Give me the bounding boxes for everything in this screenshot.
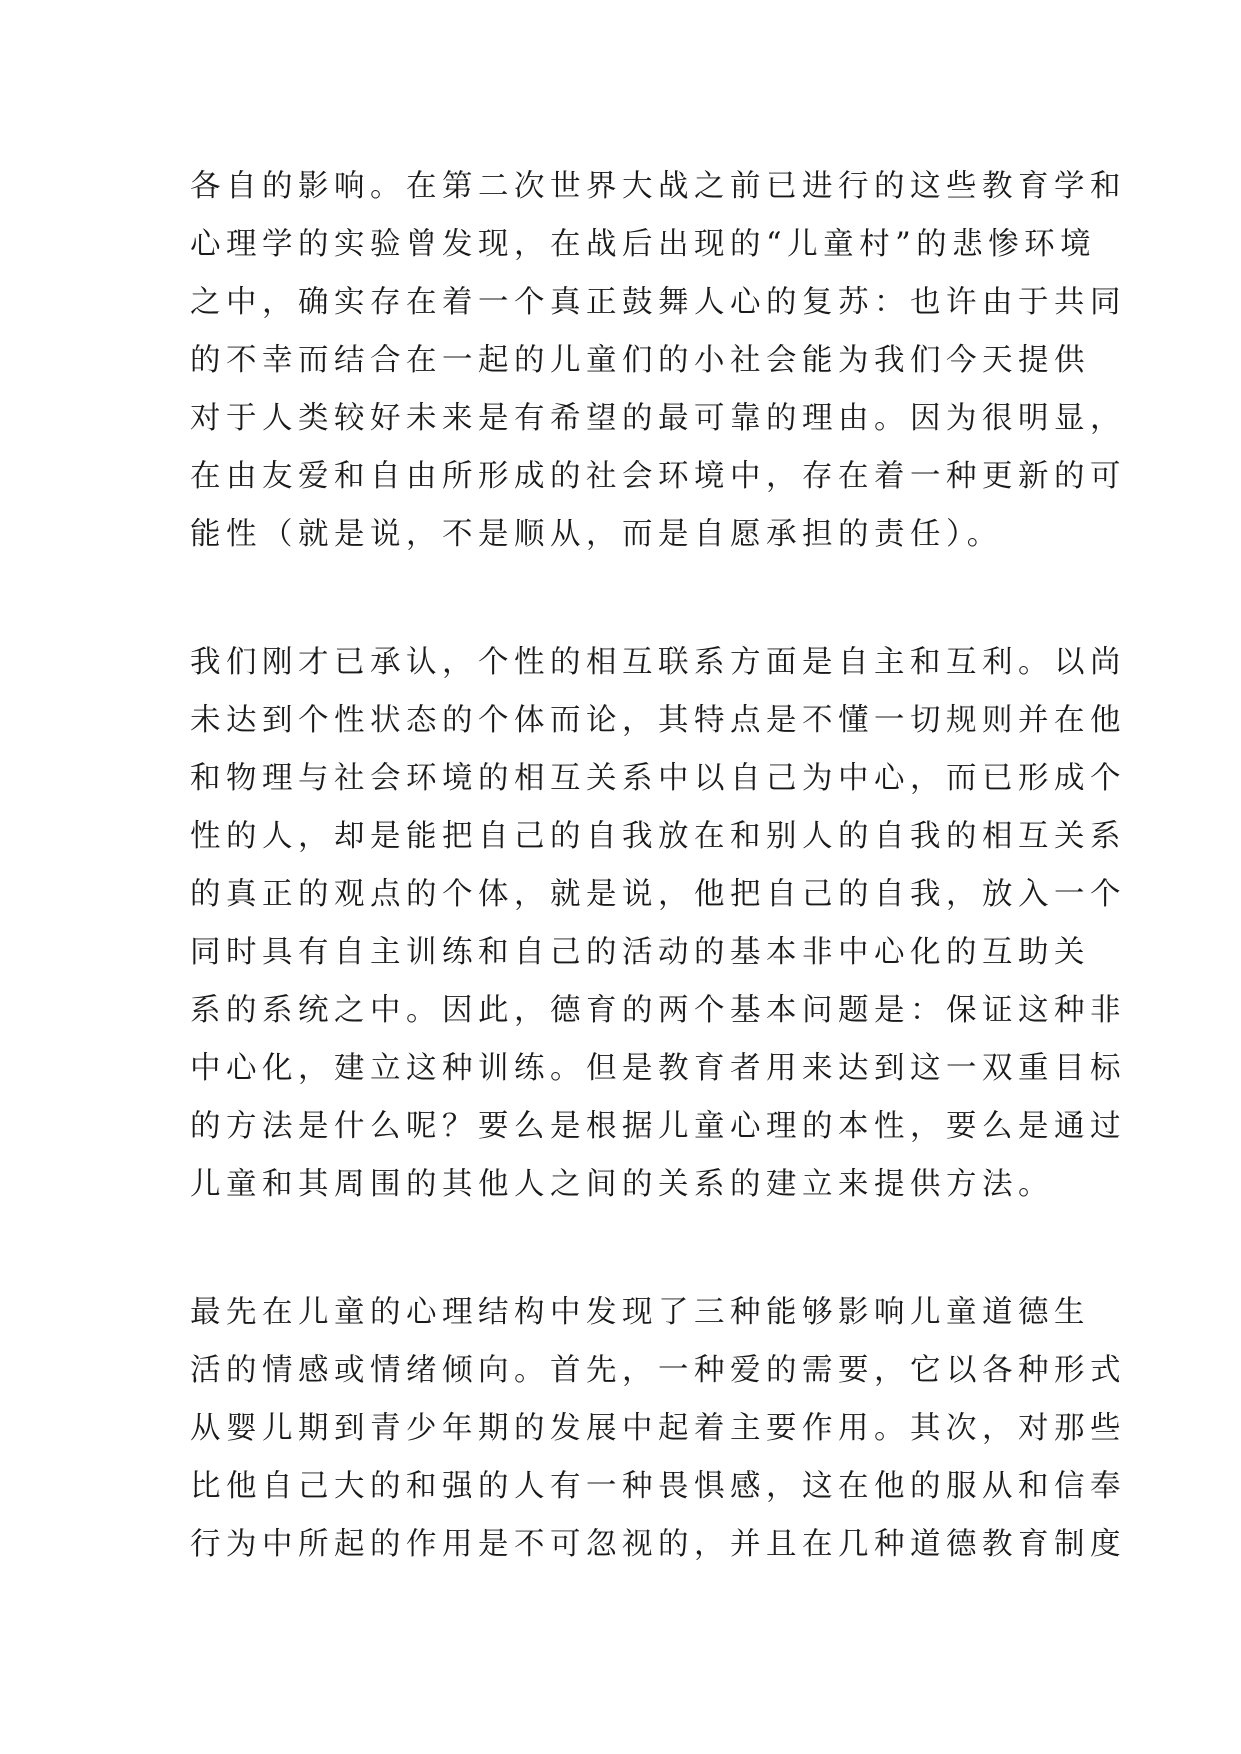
text-line: 和物理与社会环境的相互关系中以自己为中心，而已形成个 [190, 761, 1126, 796]
text-line: 心理学的实验曾发现，在战后出现的“儿童村”的悲惨环境 [190, 227, 1097, 262]
text-line: 活的情感或情绪倾向。首先，一种爱的需要，它以各种形式 [190, 1353, 1126, 1388]
body-text [190, 158, 1126, 1574]
text-line: 中心化，建立这种训练。但是教育者用来达到这一双重目标 [190, 1051, 1126, 1086]
text-line: 之中，确实存在着一个真正鼓舞人心的复苏：也许由于共同 [190, 285, 1126, 320]
text-line: 对于人类较好未来是有希望的最可靠的理由。因为很明显， [190, 401, 1126, 436]
text-line: 的真正的观点的个体，就是说，他把自己的自我，放入一个 [190, 877, 1126, 912]
text-line: 能性（就是说，不是顺从，而是自愿承担的责任）。 [190, 517, 1003, 552]
text-line: 儿童和其周围的其他人之间的关系的建立来提供方法。 [190, 1167, 1054, 1202]
paragraph-3 [190, 1284, 1126, 1574]
text-line: 从婴儿期到青少年期的发展中起着主要作用。其次，对那些 [190, 1411, 1126, 1446]
text-line: 性的人，却是能把自己的自我放在和别人的自我的相互关系 [190, 819, 1126, 854]
text-line: 未达到个性状态的个体而论，其特点是不懂一切规则并在他 [190, 703, 1126, 738]
text-line: 的方法是什么呢？要么是根据儿童心理的本性，要么是通过 [190, 1109, 1126, 1144]
paragraph-1 [190, 158, 1126, 564]
text-line: 同时具有自主训练和自己的活动的基本非中心化的互助关 [190, 935, 1090, 970]
text-line: 比他自己大的和强的人有一种畏惧感，这在他的服从和信奉 [190, 1469, 1126, 1504]
text-line: 的不幸而结合在一起的儿童们的小社会能为我们今天提供 [190, 343, 1090, 378]
text-line: 最先在儿童的心理结构中发现了三种能够影响儿童道德生 [190, 1295, 1090, 1330]
text-line: 系的系统之中。因此，德育的两个基本问题是：保证这种非 [190, 993, 1126, 1028]
text-line: 我们刚才已承认，个性的相互联系方面是自主和互利。以尚 [190, 645, 1126, 680]
text-line: 各自的影响。在第二次世界大战之前已进行的这些教育学和 [190, 169, 1126, 204]
paragraph-2 [190, 634, 1126, 1214]
text-line: 行为中所起的作用是不可忽视的，并且在几种道德教育制度 [190, 1527, 1126, 1562]
text-line: 在由友爱和自由所形成的社会环境中，存在着一种更新的可 [190, 459, 1126, 494]
